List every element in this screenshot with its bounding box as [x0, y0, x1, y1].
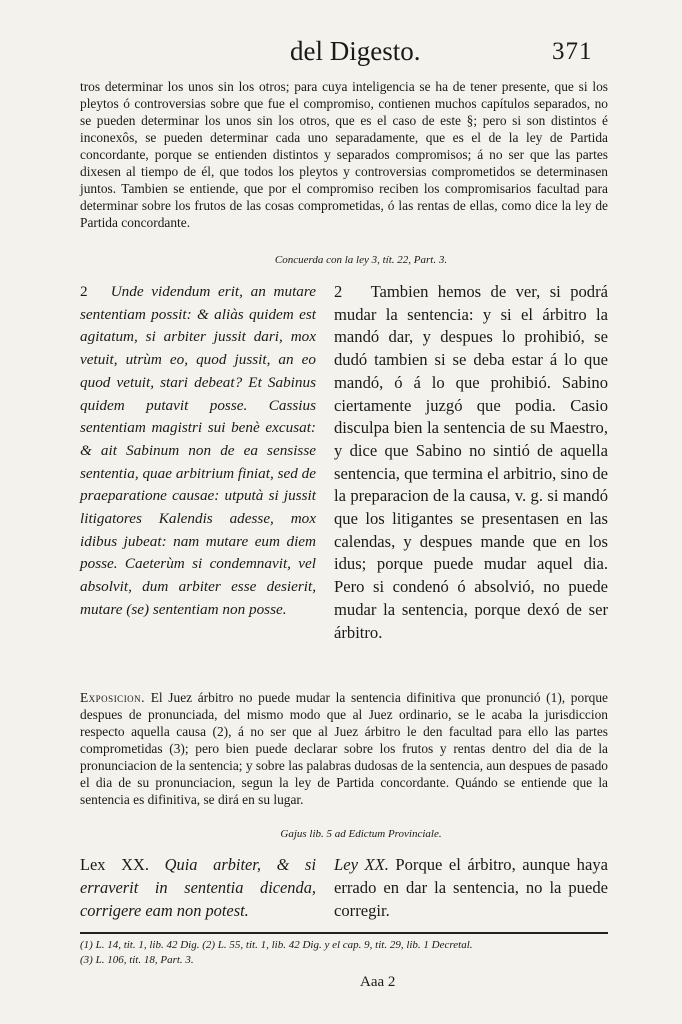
section-2-columns [80, 281, 608, 681]
running-head [0, 36, 682, 72]
latin-text: Unde videndum erit, an mutare sententiam possit: & aliàs quidem est agitatum, si arbiter jussit dari, mox vetuit, utrùm eo, quod jussit, an eo quod vetuit, stari debeat? Et Sabinus quidem putavit posse. Cassius sententiam magistri sui benè excusat: & ait Sabinum non de ea sensisse sententia, quae arbitrium finiat, sed de praeparatione causae: utputà si jussit litigatores Kalendis adesse, mox idibus jubeat: nam mutare eum diem posse. Caeterùm si condemnavit, vel absolvit, dum arbiter esse desierit, mutare (se) sententiam non posse. [80, 283, 316, 618]
exposicion-paragraph [80, 689, 608, 808]
concordance-note: Concuerda con la ley 3, tít. 22, Part. 3. [274, 254, 448, 266]
spanish-column [334, 281, 608, 644]
lex-latin-text: Quia arbiter, & si erraverit in sententia dicenda, corrigere eam non potest. [80, 855, 316, 920]
latin-column [80, 281, 316, 622]
exposicion-text: El Juez árbitro no puede mudar la sentencia difinitiva que pronunció (1), porque despues de pronunciada, del mismo modo que al Juez ordinario, se le acaba la jurisdiccion respecto aquella causa (2), á no ser que al Juez árbitro le den facultad para ello las partes comprometidas (3); pero bien puede declarar sobre los frutos y rentas dentro del dia de la pronunciacion de la sentencia; y sobre las palabras dudosas de la sentencia, aun despues de pasado el dia de su pronunciacion, segun la ley de Partida concordante. Quándo se entiende que la sentencia es difinitiva, se dirá en su lugar. [80, 690, 609, 807]
lex-spanish-number: Ley XX. [334, 855, 389, 874]
footnote-line-2: (3) L. 106, tit. 18, Part. 3. [80, 954, 194, 966]
footnote-rule [80, 932, 608, 934]
lex-spanish-column [334, 853, 608, 922]
footnote-line-1: (1) L. 14, tit. 1, lib. 42 Dig. (2) L. 55, tit. 1, lib. 42 Dig. y el cap. 9, tit. 29, lib. 1 Decretal. [80, 939, 473, 951]
source-note: Gajus lib. 5 ad Edictum Provinciale. [280, 828, 442, 840]
running-title: del Digesto. [290, 36, 421, 66]
lex-latin-column [80, 853, 316, 922]
spanish-text: Tambien hemos de ver, si podrá mudar la sentencia: y si el árbitro la mandó dar, y despues lo prohibió, se dudó tambien si se deba estar á lo que mandó, ó á lo que prohibió. Sabino ciertamente juzgó que podia. Casio disculpa bien la sentencia de su Maestro, y dice que Sabino no sintió de aquella sentencia, que termina el arbitrio, sino de la preparacion de la causa, v. g. si mandó que los litigantes se presentasen en las calendas, y despues mande que en los idus; porque puede mudar aquel dia. Pero si condenó ó absolvió, no puede mudar la sentencia, porque dexó de ser árbitro. [334, 282, 608, 642]
latin-section-number: 2 [80, 283, 88, 300]
footnotes [80, 938, 608, 968]
lex-spanish-text: Porque el árbitro, aunque haya errado en dar la sentencia, no la puede corregir. [334, 855, 608, 920]
signature-mark: Aaa 2 [360, 974, 396, 990]
page-number: 371 [552, 38, 593, 65]
spanish-section-number: 2 [334, 282, 343, 301]
intro-paragraph: tros determinar los unos sin los otros; para cuya inteligencia se ha de tener presente, que si los pleytos ó controversias sobre que fue el compromiso, contienen muchos capítulos separados, no se pueden determinar los unos sin los otros, que es el caso de este §; pero si son distintos é inconexôs, se pueden determinar cada uno separadamente, que es el de la ley de Partida concordante, porque se entienden distintos y separados compromisos; á no ser que las partes dixesen al tiempo de él, que todos los pleytos y controversias comprometidos se determinasen juntos. Tambien se entiende, que por el compromiso reciben los compromisarios facultad para determinar sobre los frutos de las cosas comprometidas, ó las rentas de ellas, como dice la ley de Partida concordante. [80, 79, 608, 230]
lex-latin-number: Lex XX. [80, 855, 149, 874]
exposicion-label: Exposicion. [80, 690, 146, 705]
